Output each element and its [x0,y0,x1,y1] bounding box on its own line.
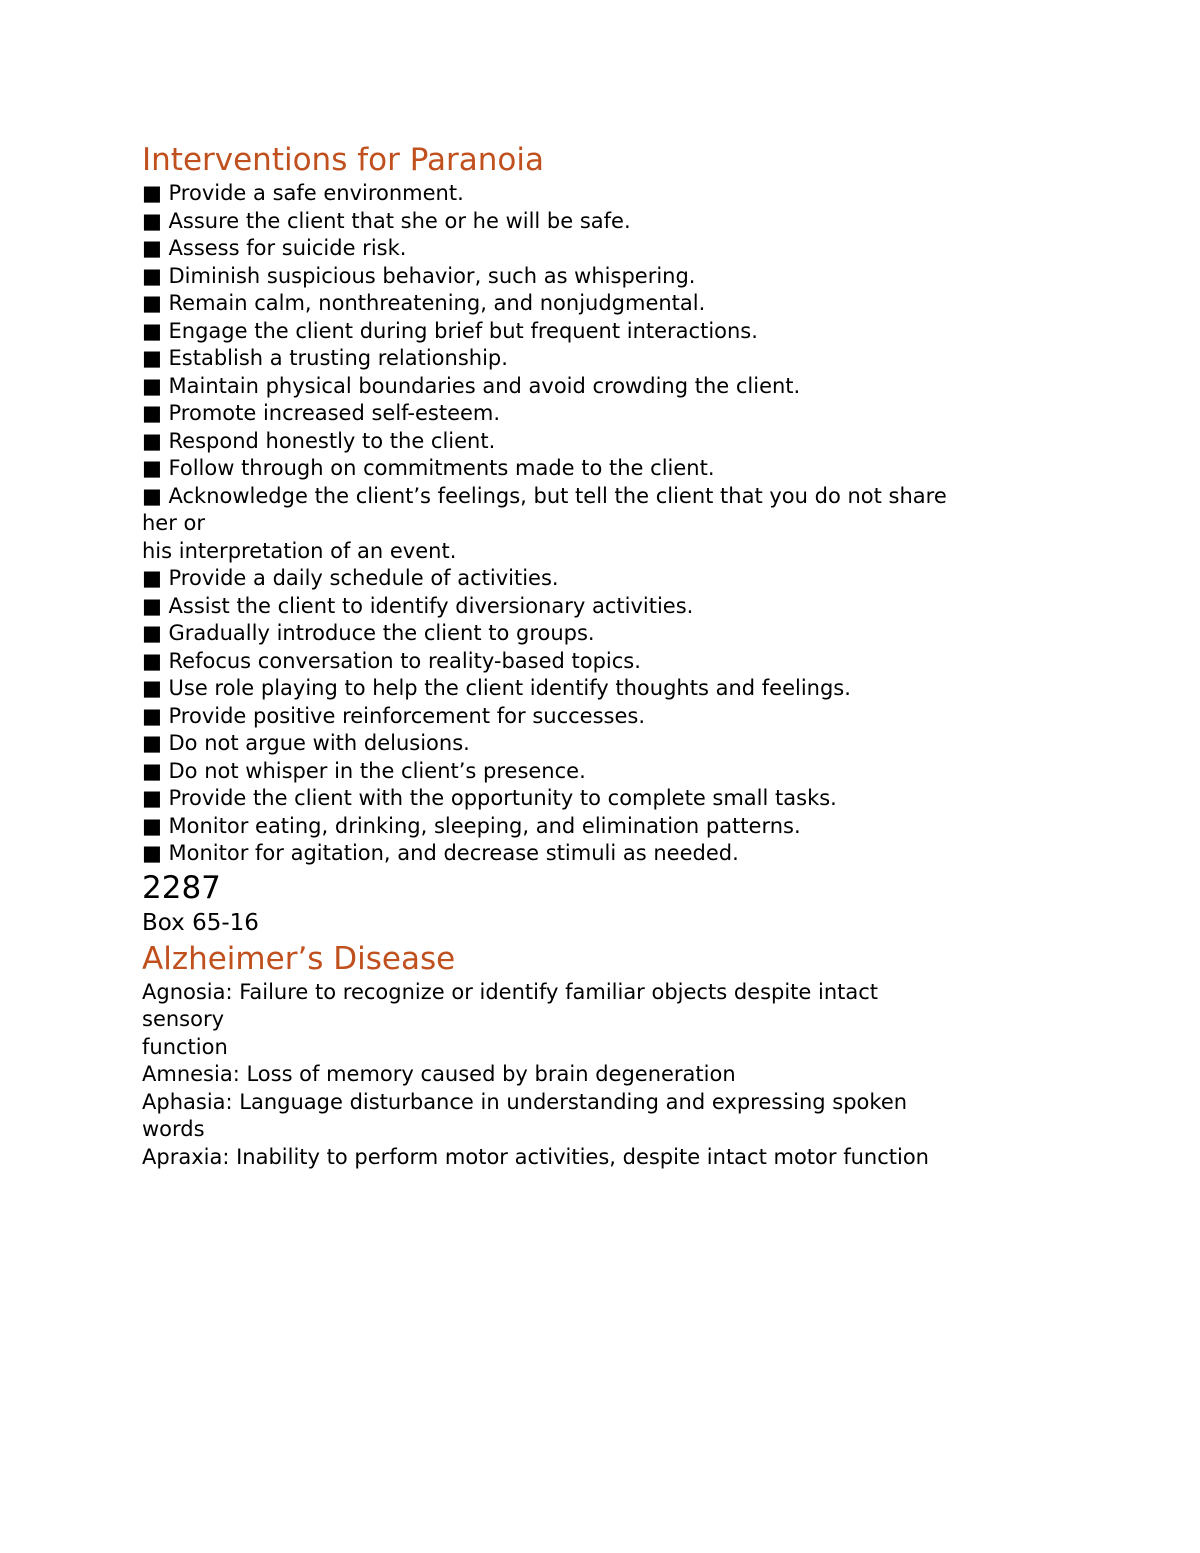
list-item: ■ Monitor eating, drinking, sleeping, and elimination patterns. [142,813,801,838]
list-item: ■ Refocus conversation to reality-based topics. [142,648,641,673]
list-item: ■ Do not whisper in the client’s presence. [142,758,586,783]
list-item: ■ Promote increased self-esteem. [142,401,501,425]
document-page [142,140,1082,1171]
list-item: ■ Maintain physical boundaries and avoid crowding the client. [142,373,801,398]
list-item: ■ Do not argue with delusions. [142,731,470,755]
list-item: ■ Engage the client during brief but frequent interactions. [142,318,758,343]
definition-line: Apraxia: Inability to perform motor activities, despite intact motor function [142,1144,929,1169]
definition-line: words [142,1117,205,1141]
list-item: ■ Follow through on commitments made to the client. [142,456,715,480]
paranoia-interventions-list [142,180,1082,868]
box-label: Box 65-16 [142,909,259,936]
list-item: ■ Provide the client with the opportunity to complete small tasks. [142,786,837,810]
list-item: ■ Use role playing to help the client identify thoughts and feelings. [142,676,851,700]
definition-line: Amnesia: Loss of memory caused by brain degeneration [142,1062,736,1086]
definition-line: function [142,1034,228,1059]
list-item: ■ Provide a daily schedule of activities. [142,566,559,590]
heading-interventions-for-paranoia: Interventions for Paranoia [142,142,544,178]
list-item: ■ Diminish suspicious behavior, such as whispering. [142,263,696,288]
list-item: ■ Assess for suicide risk. [142,236,407,260]
list-item: ■ Monitor for agitation, and decrease stimuli as needed. [142,841,739,865]
list-item: ■ Acknowledge the client’s feelings, but tell the client that you do not share [142,483,947,508]
heading-alzheimers-disease: Alzheimer’s Disease [142,940,456,977]
list-item-continuation: his interpretation of an event. [142,538,457,563]
definition-line: sensory [142,1007,225,1031]
list-item: ■ Assure the client that she or he will be safe. [142,208,631,233]
page-number: 2287 [142,869,221,906]
list-item: ■ Assist the client to identify diversionary activities. [142,593,694,618]
list-item: ■ Provide positive reinforcement for successes. [142,703,646,728]
list-item: ■ Establish a trusting relationship. [142,346,508,370]
list-item-continuation: her or [142,511,206,535]
definition-line: Aphasia: Language disturbance in understanding and expressing spoken [142,1089,908,1114]
list-item: ■ Respond honestly to the client. [142,428,496,453]
list-item: ■ Provide a safe environment. [142,181,464,205]
definition-line: Agnosia: Failure to recognize or identify familiar objects despite intact [142,979,879,1004]
list-item: ■ Gradually introduce the client to groups. [142,621,595,645]
list-item: ■ Remain calm, nonthreatening, and nonjudgmental. [142,291,706,315]
alzheimers-definitions [142,979,1082,1172]
